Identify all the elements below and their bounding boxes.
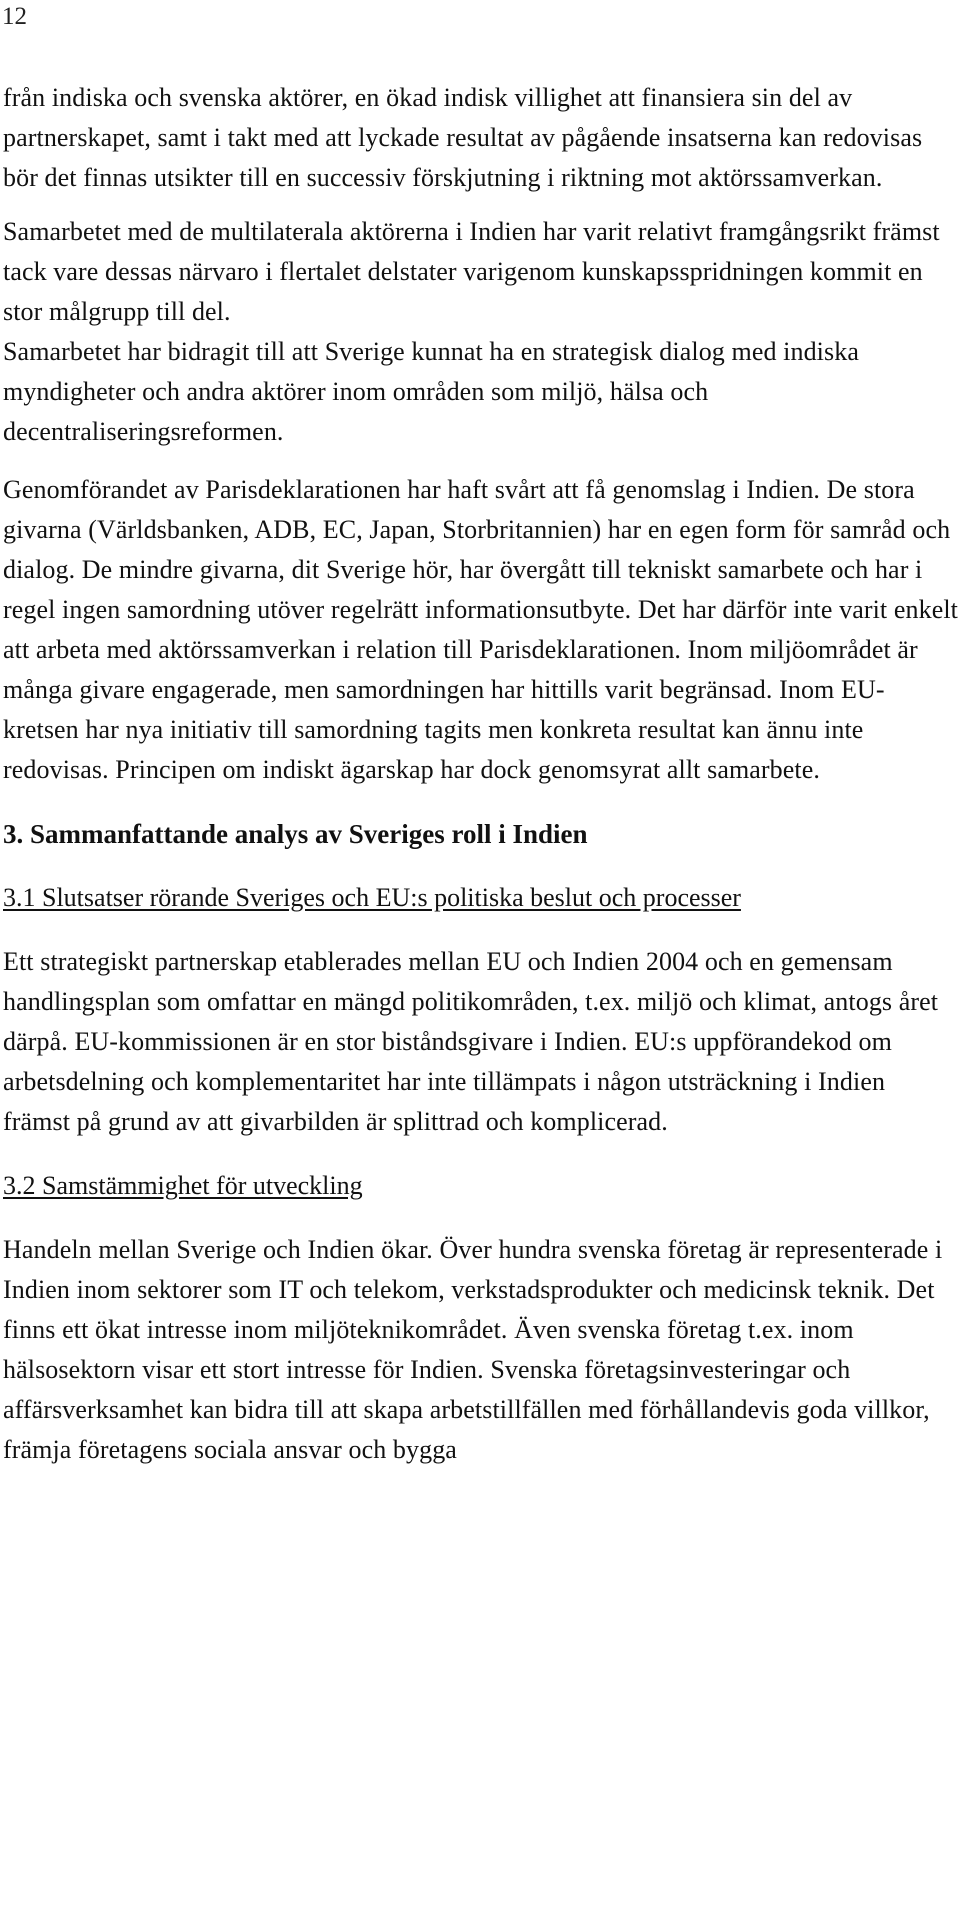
section-spacer bbox=[3, 1206, 958, 1230]
section-spacer bbox=[3, 918, 958, 942]
subsection-heading-3-1: 3.1 Slutsatser rörande Sveriges och EU:s politiska beslut och processer bbox=[3, 883, 741, 912]
section-spacer bbox=[3, 790, 958, 814]
page-number: 12 bbox=[2, 3, 27, 30]
paragraph-continuation: från indiska och svenska aktörer, en ökad indisk villighet att finansiera sin del av partnerskapet, samt i takt med att lyckade resultat av pågående insatserna kan redovisas bör det finnas utsikter till en successiv förskjutning i riktning mot aktörssamverkan. bbox=[3, 83, 923, 192]
document-body bbox=[3, 78, 958, 1470]
paragraph-spacer bbox=[3, 452, 958, 470]
paragraph-spacer bbox=[3, 198, 958, 212]
paragraph-strategic-dialog: Samarbetet har bidragit till att Sverige kunnat ha en strategisk dialog med indiska myndigheter och andra aktörer inom områden som miljö, hälsa och decentraliseringsreformen. bbox=[3, 337, 859, 446]
paragraph-eu-partnership: Ett strategiskt partnerskap etablerades mellan EU och Indien 2004 och en gemensam handlingsplan som omfattar en mängd politikområden, t.ex. miljö och klimat, antogs året därpå. EU-kommissionen är en stor biståndsgivare i Indien. EU:s uppförandekod om arbetsdelning och komplementaritet har inte tillämpats i någon utsträckning i Indien främst på grund av att givarbilden är splittrad och komplicerad. bbox=[3, 947, 939, 1136]
paragraph-multilateral: Samarbetet med de multilaterala aktörerna i Indien har varit relativt framgångsrikt främst tack vare dessas närvaro i flertalet delstater varigenom kunskapsspridningen kommit en stor målgrupp till del. bbox=[3, 217, 940, 326]
section-spacer bbox=[3, 1142, 958, 1166]
paragraph-paris-declaration: Genomförandet av Parisdeklarationen har haft svårt att få genomslag i Indien. De stora givarna (Världsbanken, ADB, EC, Japan, Storbritannien) har en egen form för samråd och dialog. De mindre givarna, dit Sverige hör, har övergått till tekniskt samarbete och har i regel ingen samordning utöver regelrätt informationsutbyte. Det har därför inte varit enkelt att arbeta med aktörssamverkan i relation till Parisdeklarationen. Inom miljöområdet är många givare engagerade, men samordningen har hittills varit begränsad. Inom EU-kretsen har nya initiativ till samordning tagits men konkreta resultat kan ännu inte redovisas. Principen om indiskt ägarskap har dock genomsyrat allt samarbete. bbox=[3, 475, 958, 784]
subsection-heading-3-2: 3.2 Samstämmighet för utveckling bbox=[3, 1171, 363, 1200]
paragraph-trade: Handeln mellan Sverige och Indien ökar. Över hundra svenska företag är representerade i Indien inom sektorer som IT och telekom, verkstadsprodukter och medicinsk teknik. Det finns ett ökat intresse inom miljöteknikområdet. Även svenska företag t.ex. inom hälsosektorn visar ett stort intresse för Indien. Svenska företagsinvesteringar och affärsverksamhet kan bidra till att skapa arbetstillfällen med förhållandevis goda villkor, främja företagens sociala ansvar och bygga bbox=[3, 1235, 943, 1464]
section-heading-3: 3. Sammanfattande analys av Sveriges roll i Indien bbox=[3, 819, 588, 849]
section-spacer bbox=[3, 854, 958, 878]
